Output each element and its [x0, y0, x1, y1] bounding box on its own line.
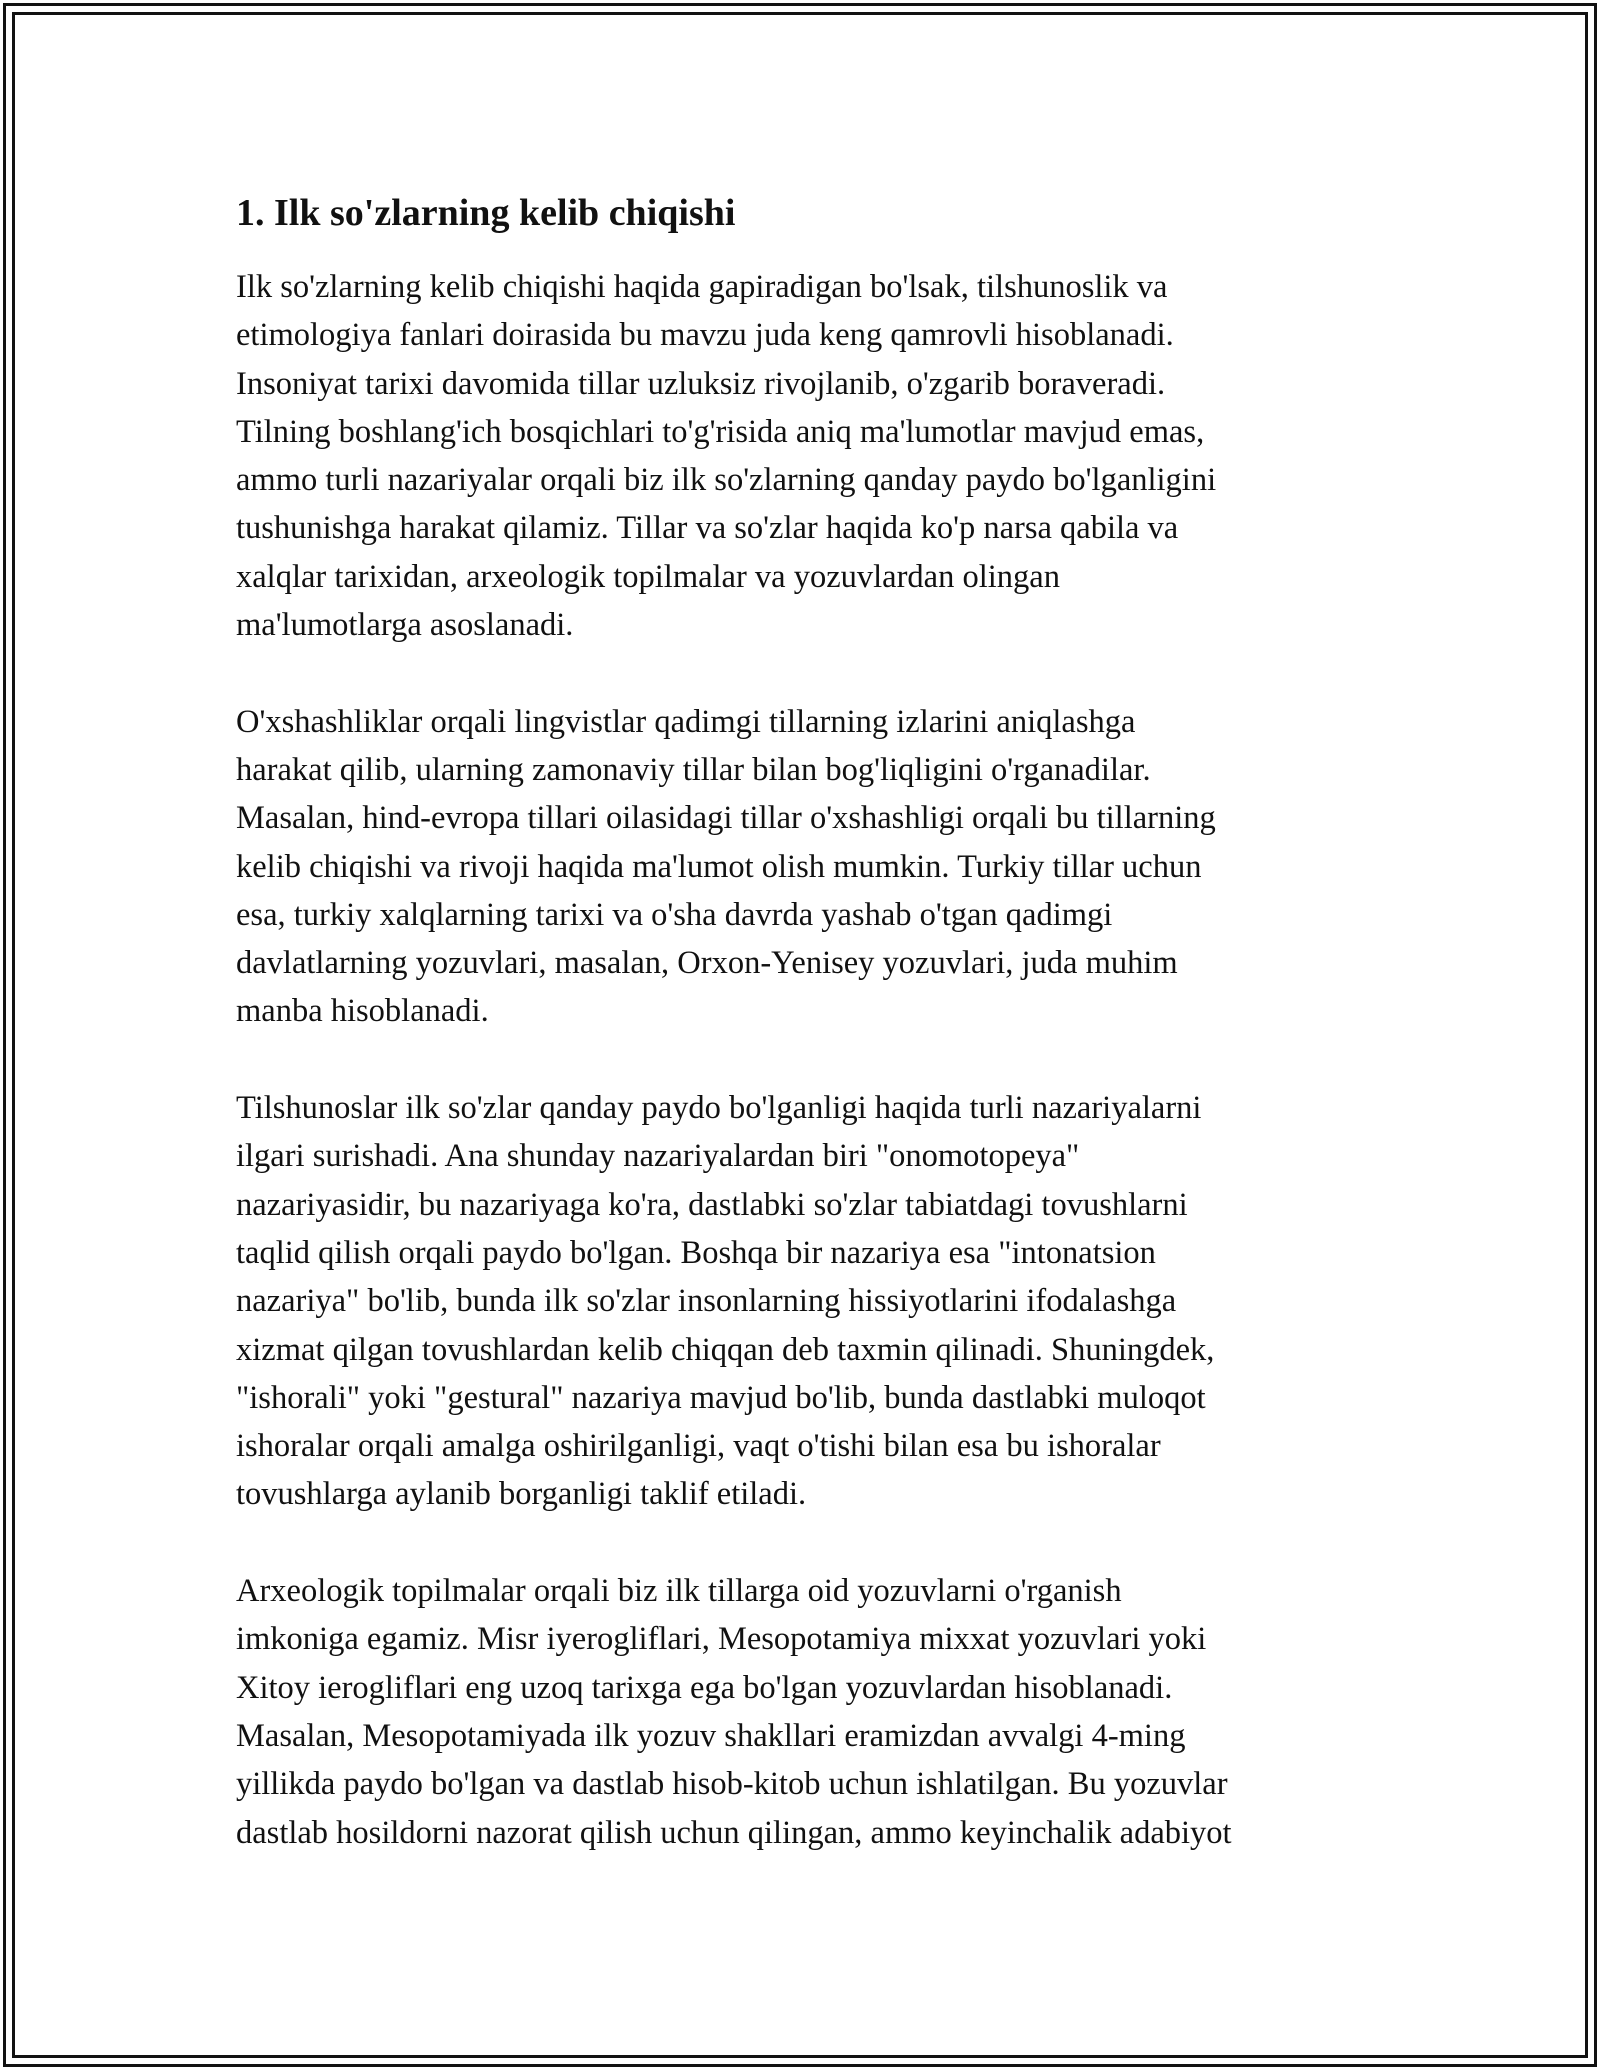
- paragraph-line: ma'lumotlarga asoslanadi.: [236, 607, 574, 644]
- paragraph-line: O'xshashliklar orqali lingvistlar qadimgi tillarning izlarini aniqlashga: [236, 703, 1136, 740]
- paragraph-4: [236, 1567, 1416, 1857]
- paragraph-line: kelib chiqishi va rivoji haqida ma'lumot olish mumkin. Turkiy tillar uchun: [236, 848, 1202, 885]
- paragraph-line: esa, turkiy xalqlarning tarixi va o'sha davrda yashab o'tgan qadimgi: [236, 896, 1113, 933]
- paragraph-line: tushunishga harakat qilamiz. Tillar va so'zlar haqida ko'p narsa qabila va: [236, 510, 1179, 547]
- paragraph-line: tovushlarga aylanib borganligi taklif etiladi.: [236, 1476, 807, 1513]
- paragraph-line: yillikda paydo bo'lgan va dastlab hisob-kitob uchun ishlatilgan. Bu yozuvlar: [236, 1766, 1228, 1803]
- paragraph-line: ishoralar orqali amalga oshirilganligi, vaqt o'tishi bilan esa bu ishoralar: [236, 1428, 1161, 1465]
- paragraph-line: xizmat qilgan tovushlardan kelib chiqqan deb taxmin qilinadi. Shuningdek,: [236, 1331, 1215, 1368]
- paragraph-line: davlatlarning yozuvlari, masalan, Orxon-Yenisey yozuvlari, juda muhim: [236, 945, 1178, 982]
- paragraph-line: taqlid qilish orqali paydo bo'lgan. Boshqa bir nazariya esa "intonatsion: [236, 1234, 1156, 1271]
- paragraph-line: Insoniyat tarixi davomida tillar uzluksiz rivojlanib, o'zgarib boraveradi.: [236, 365, 1166, 402]
- paragraph-1: [236, 263, 1416, 649]
- paragraph-line: ilgari surishadi. Ana shunday nazariyalardan biri "onomotopeya": [236, 1138, 1080, 1175]
- paragraph-list: [236, 263, 1416, 1857]
- paragraph-line: dastlab hosildorni nazorat qilish uchun qilingan, ammo keyinchalik adabiyot: [236, 1814, 1232, 1851]
- paragraph-line: nazariya" bo'lib, bunda ilk so'zlar insonlarning hissiyotlarini ifodalashga: [236, 1283, 1177, 1320]
- paragraph-line: Masalan, Mesopotamiyada ilk yozuv shakllari eramizdan avvalgi 4-ming: [236, 1717, 1186, 1754]
- paragraph-line: imkoniga egamiz. Misr iyerogliflari, Mesopotamiya mixxat yozuvlari yoki: [236, 1621, 1207, 1658]
- paragraph-line: Tilshunoslar ilk so'zlar qanday paydo bo'lganligi haqida turli nazariyalarni: [236, 1090, 1202, 1127]
- paragraph-line: Masalan, hind-evropa tillari oilasidagi tillar o'xshashligi orqali bu tillarning: [236, 800, 1216, 837]
- paragraph-line: Xitoy ierogliflari eng uzoq tarixga ega bo'lgan yozuvlardan hisoblanadi.: [236, 1669, 1173, 1706]
- paragraph-line: manba hisoblanadi.: [236, 993, 489, 1030]
- paragraph-line: harakat qilib, ularning zamonaviy tillar bilan bog'liqligini o'rganadilar.: [236, 751, 1151, 788]
- paragraph-line: ammo turli nazariyalar orqali biz ilk so'zlarning qanday paydo bo'lganligini: [236, 462, 1217, 499]
- paragraph-line: Arxeologik topilmalar orqali biz ilk tillarga oid yozuvlarni o'rganish: [236, 1573, 1122, 1610]
- paragraph-line: etimologiya fanlari doirasida bu mavzu juda keng qamrovli hisoblanadi.: [236, 317, 1174, 354]
- paragraph-line: xalqlar tarixidan, arxeologik topilmalar va yozuvlardan olingan: [236, 558, 1060, 595]
- paragraph-line: "ishorali" yoki "gestural" nazariya mavjud bo'lib, bunda dastlabki muloqot: [236, 1379, 1206, 1416]
- paragraph-line: Ilk so'zlarning kelib chiqishi haqida gapiradigan bo'lsak, tilshunoslik va: [236, 269, 1168, 305]
- section-heading: 1. Ilk so'zlarning kelib chiqishi: [236, 192, 736, 234]
- paragraph-line: Tilning boshlang'ich bosqichlari to'g'risida aniq ma'lumotlar mavjud emas,: [236, 413, 1205, 450]
- document-body: [236, 188, 1416, 1905]
- paragraph-line: nazariyasidir, bu nazariyaga ko'ra, dastlabki so'zlar tabiatdagi tovushlarni: [236, 1186, 1188, 1223]
- paragraph-2: [236, 698, 1416, 1036]
- paragraph-3: [236, 1084, 1416, 1519]
